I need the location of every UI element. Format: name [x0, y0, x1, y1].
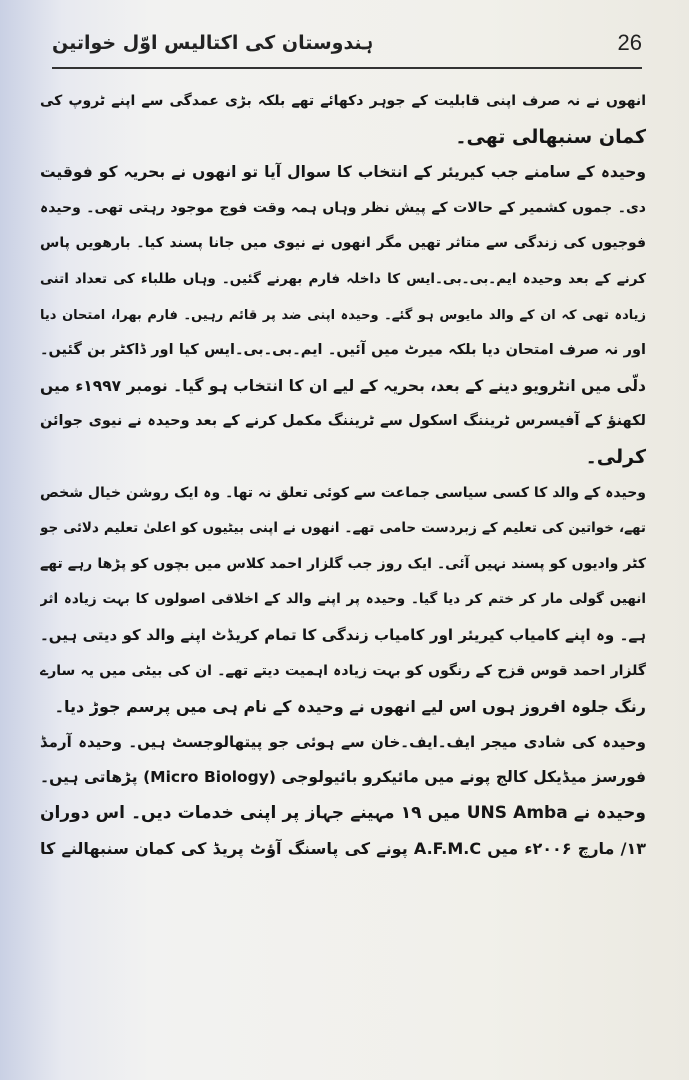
text-line: فورسز میڈیکل کالج پونے میں مائیکرو بائیولوجی (Micro Biology) پڑھاتی ہیں۔	[40, 768, 646, 787]
text-line: وحیدہ کے سامنے جب کیریئر کے انتخاب کا سوال آیا تو انھوں نے بحریہ کو فوقیت	[40, 163, 646, 182]
header-divider	[52, 67, 642, 69]
text-line: انھیں گولی مار کر ختم کر دیا گیا۔ وحیدہ پر اپنے والد کے اخلاقی اصولوں کا بہت زیادہ اثر	[40, 591, 646, 608]
text-line: دلّی میں انٹرویو دینے کے بعد، بحریہ کے لیے ان کا انتخاب ہو گیا۔ نومبر ۱۹۹۷ء میں	[40, 376, 646, 395]
text-line: کرلی۔	[585, 445, 646, 468]
text-line: وحیدہ نے UNS Amba میں ۱۹ مہینے جہاز پر اپنی خدمات دیں۔ اس دوران	[40, 802, 646, 823]
text-line: گلزار احمد قوس قزح کے رنگوں کو بہت زیادہ اہمیت دیتے تھے۔ ان کی بیٹی میں یہ سارے	[40, 662, 646, 679]
page-header	[52, 30, 642, 64]
text-line: تھے، خواتین کی تعلیم کے زبردست حامی تھے۔ انھوں نے اپنی بیٹیوں کو اعلیٰ تعلیم دلائی جو	[40, 520, 646, 537]
text-line: کرنے کے بعد وحیدہ ایم۔بی۔بی۔ایس کا داخلہ فارم بھرنے گئیں۔ وہاں طلباء کی تعداد اتنی	[40, 270, 646, 287]
text-line: کٹر وادیوں کو پسند نہیں آئی۔ ایک روز جب گلزار احمد کلاس میں بچوں کو پڑھا رہے تھے	[40, 555, 646, 572]
text-line: انھوں نے نہ صرف اپنی قابلیت کے جوہر دکھائے تھے بلکہ بڑی عمدگی سے اپنے ٹروپ کی	[40, 93, 646, 109]
text-line: وحیدہ کی شادی میجر ایف۔ایف۔خان سے ہوئی جو پیتھالوجسٹ ہیں۔ وحیدہ آرمڈ	[40, 732, 646, 751]
running-title: ہندوستان کی اکتالیس اوّل خواتین	[52, 32, 374, 54]
text-line: ہے۔ وہ اپنے کامیاب کیریئر اور کامیاب زندگی کا تمام کریڈٹ اپنے والد کو دیتی ہیں۔	[40, 625, 646, 644]
text-line: اور نہ صرف امتحان دیا بلکہ میرٹ میں آئیں۔ ایم۔بی۔بی۔ایس کیا اور ڈاکٹر بن گئیں۔	[40, 342, 646, 359]
text-line: دی۔ جموں کشمیر کے حالات کے پیش نظر وہاں ہمہ وقت فوج موجود رہتی تھی۔ وحیدہ	[40, 199, 646, 216]
text-line: لکھنؤ کے آفیسرس ٹریننگ اسکول سے ٹریننگ مکمل کرنے کے بعد وحیدہ نے نیوی جوائن	[40, 413, 646, 430]
text-line: وحیدہ کے والد کا کسی سیاسی جماعت سے کوئی تعلق نہ تھا۔ وہ ایک روشن خیال شخص	[40, 484, 646, 501]
text-line: ۱۳/ مارچ ۲۰۰۶ء میں A.F.M.C پونے کی پاسنگ آؤٹ پریڈ کی کمان سنبھالنے کا	[40, 839, 646, 859]
text-line: فوجیوں کی زندگی سے متاثر تھیں مگر انھوں نے نیوی میں جانا پسند کیا۔ بارھویں پاس	[40, 235, 646, 252]
text-line: رنگ جلوہ افروز ہوں اس لیے انھوں نے وحیدہ کے نام ہی میں پرسم جوڑ دیا۔	[54, 697, 646, 717]
text-line: کمان سنبھالی تھی۔	[455, 125, 646, 148]
body-text	[40, 84, 646, 1064]
text-line: زیادہ تھی کہ ان کے والد مایوس ہو گئے۔ وحیدہ اپنی ضد پر قائم رہیں۔ فارم بھرا، امتحان دیا	[40, 307, 646, 323]
page-number: 26	[617, 30, 642, 55]
